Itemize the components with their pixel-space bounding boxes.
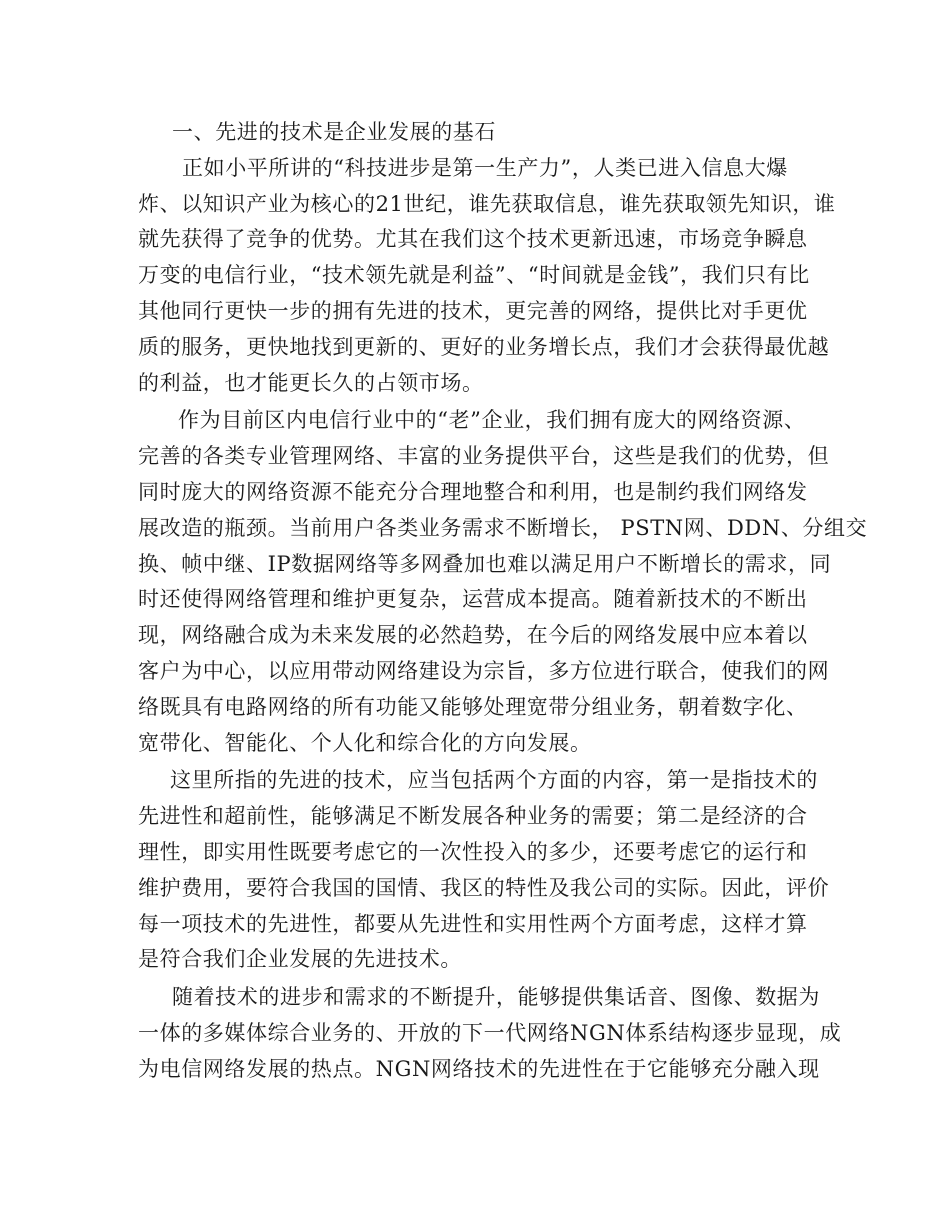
paragraph-1-line-5: 其他同行更快一步的拥有先进的技术，更完善的网络，提供比对手更优 <box>138 298 808 323</box>
paragraph-1-line-1: 正如小平所讲的“科技进步是第一生产力”，人类已进入信息大爆 <box>182 155 788 180</box>
paragraph-4-line-2: 一体的多媒体综合业务的、开放的下一代网络NGN体系结构逐步显现，成 <box>138 1020 842 1045</box>
paragraph-2-line-3: 同时庞大的网络资源不能充分合理地整合和利用，也是制约我们网络发 <box>138 479 808 504</box>
paragraph-1-line-7: 的利益，也才能更长久的占领市场。 <box>138 370 484 395</box>
paragraph-3-line-5: 每一项技术的先进性，都要从先进性和实用性两个方面考虑，这样才算 <box>138 911 808 936</box>
paragraph-3-line-6: 是符合我们企业发展的先进技术。 <box>138 947 462 972</box>
paragraph-2-line-2: 完善的各类专业管理网络、丰富的业务提供平台，这些是我们的优势，但 <box>138 444 830 469</box>
paragraph-3-line-1: 这里所指的先进的技术，应当包括两个方面的内容，第一是指技术的 <box>170 768 818 793</box>
paragraph-2-line-7: 现，网络融合成为未来发展的必然趋势，在今后的网络发展中应本着以 <box>138 623 808 648</box>
paragraph-4-line-3: 为电信网络发展的热点。NGN网络技术的先进性在于它能够充分融入现 <box>138 1056 820 1081</box>
paragraph-2-line-1: 作为目前区内电信行业中的“老”企业，我们拥有庞大的网络资源、 <box>178 408 806 433</box>
paragraph-2-line-8: 客户为中心，以应用带动网络建设为宗旨，多方位进行联合，使我们的网 <box>138 658 830 683</box>
paragraph-2-line-6: 时还使得网络管理和维护更复杂，运营成本提高。随着新技术的不断出 <box>138 587 808 612</box>
paragraph-1-line-6: 质的服务，更快地找到更新的、更好的业务增长点，我们才会获得最优越 <box>138 334 830 359</box>
section-heading: 一、先进的技术是企业发展的基石 <box>172 120 496 144</box>
document-body <box>138 115 868 1088</box>
paragraph-3-line-3: 理性，即实用性既要考虑它的一次性投入的多少，还要考虑它的运行和 <box>138 839 808 864</box>
paragraph-4-line-1: 随着技术的进步和需求的不断提升，能够提供集话音、图像、数据为 <box>172 985 820 1010</box>
paragraph-2-line-10: 宽带化、智能化、个人化和综合化的方向发展。 <box>138 730 592 755</box>
paragraph-2-line-4: 展改造的瓶颈。当前用户各类业务需求不断增长， PSTN网、DDN、分组交 <box>138 515 868 540</box>
paragraph-3-line-4: 维护费用，要符合我国的国情、我区的特性及我公司的实际。因此，评价 <box>138 875 830 900</box>
paragraph-1-line-3: 就先获得了竞争的优势。尤其在我们这个技术更新迅速，市场竞争瞬息 <box>138 227 808 252</box>
paragraph-3-line-2: 先进性和超前性，能够满足不断发展各种业务的需要；第二是经济的合 <box>138 804 808 829</box>
paragraph-2-line-5: 换、帧中继、IP数据网络等多网叠加也难以满足用户不断增长的需求，同 <box>138 551 832 576</box>
paragraph-2-line-9: 络既具有电路网络的所有功能又能够处理宽带分组业务，朝着数字化、 <box>138 694 808 719</box>
paragraph-1-line-4: 万变的电信行业，“技术领先就是利益”、“时间就是金钱”，我们只有比 <box>138 263 810 288</box>
paragraph-1-line-2: 炸、以知识产业为核心的21世纪，谁先获取信息，谁先获取领先知识，谁 <box>138 191 836 216</box>
